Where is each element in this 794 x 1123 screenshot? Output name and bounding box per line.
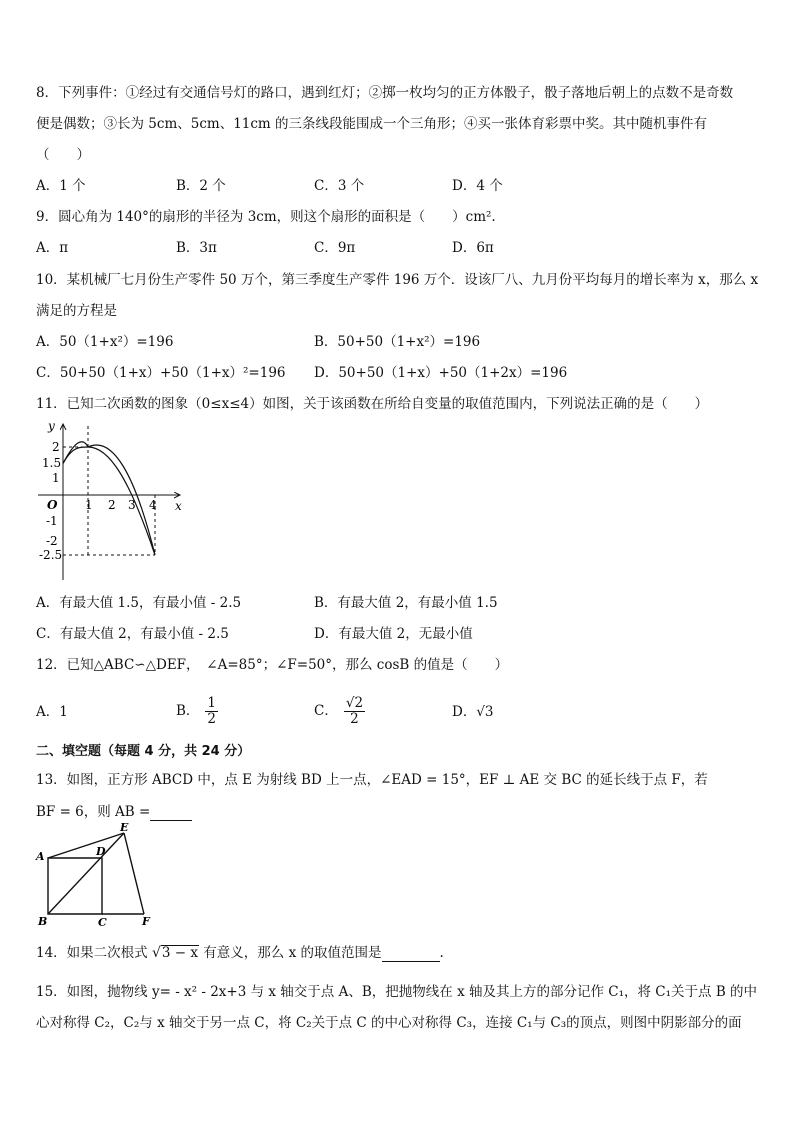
y-tick-minus-2-5: -2.5 (39, 548, 63, 562)
q8-line1: 8．下列事件：①经过有交通信号灯的路口，遇到红灯；②掷一枚均匀的正方体骰子，骰子落地后朝上的点数不是奇数 (36, 85, 734, 101)
answer-blank (150, 806, 192, 821)
q13-line1: 13．如图，正方形 ABCD 中，点 E 为射线 BD 上一点，∠EAD = 15°，EF ⊥ AE 交 BC 的延长线于点 F，若 (36, 772, 708, 788)
q11-option-a: A．有最大值 1.5，有最小值 - 2.5 (36, 595, 242, 611)
q8-option-a: A．1 个 (36, 178, 86, 194)
q8-line3: （ ） (36, 147, 90, 163)
q12-option-a: A．1 (36, 704, 68, 720)
point-e-label: E (120, 822, 129, 834)
y-tick-minus-1: -1 (46, 514, 58, 528)
radical-sign-icon: √ (151, 945, 161, 961)
q12-option-b (176, 690, 218, 732)
q15-line1: 15．如图，抛物线 y= - x² - 2x+3 与 x 轴交于点 A、B，把抛物线在 x 轴及其上方的部分记作 C₁，将 C₁关于点 B 的中 (36, 984, 758, 1000)
q11-option-d: D．有最大值 2，无最小值 (314, 626, 473, 642)
q13-line2-row (36, 803, 192, 821)
q14-prefix: 14．如果二次根式 (36, 945, 152, 961)
fraction-one-half (205, 696, 218, 727)
origin-label: O (47, 498, 58, 512)
y-tick-1: 1 (52, 471, 60, 485)
q10-option-d: D．50+50（1+x）+50（1+2x）=196 (314, 365, 568, 381)
point-a-label: A (36, 850, 45, 863)
fraction-numerator: 1 (207, 695, 217, 711)
answer-blank (382, 947, 440, 962)
q14-suffix: 有意义，那么 x 的取值范围是 (199, 945, 382, 961)
x-axis-label: x (175, 499, 182, 513)
q8-option-c: C．3 个 (314, 178, 365, 194)
q10-line2: 满足的方程是 (36, 303, 117, 319)
q9-option-d: D．6π (452, 240, 494, 256)
fraction-numerator: √2 (345, 695, 364, 711)
q10-option-c: C．50+50（1+x）+50（1+x）²=196 (36, 365, 286, 381)
point-c-label: C (98, 916, 107, 928)
x-tick-2: 2 (108, 498, 116, 512)
x-tick-4: 4 (149, 498, 157, 512)
q9-option-b: B．3π (176, 240, 217, 256)
point-b-label: B (38, 915, 48, 928)
q8-line2: 便是偶数；③长为 5cm、5cm、11cm 的三条线段能围成一个三角形；④买一张体育彩票中奖。其中随机事件有 (36, 116, 708, 132)
q12-option-d-prefix: D． (452, 704, 477, 720)
q11-option-b: B．有最大值 2，有最小值 1.5 (314, 595, 498, 611)
q11-line1: 11．已知二次函数的图象（0≤x≤4）如图，关于该函数在所给自变量的取值范围内，下列说法正确的是（ ） (36, 396, 709, 412)
section-heading: 二、填空题（每题 4 分，共 24 分） (36, 744, 251, 759)
q12-option-c (314, 690, 365, 732)
y-tick-2: 2 (52, 440, 60, 454)
fraction-denominator: 2 (207, 711, 217, 727)
q14-radicand: 3 − x (161, 945, 199, 961)
q12-option-d (452, 703, 494, 721)
fraction-root2-over-2 (344, 696, 365, 727)
q9-line1: 9．圆心角为 140°的扇形的半径为 3cm，则这个扇形的面积是（ ）cm². (36, 209, 496, 225)
q11-option-c: C．有最大值 2，有最小值 - 2.5 (36, 626, 229, 642)
fraction-denominator: 2 (350, 711, 359, 727)
q14-end: . (439, 945, 444, 961)
point-f-label: F (142, 915, 150, 928)
y-axis-label: y (48, 419, 55, 433)
q9-option-c: C．9π (314, 240, 356, 256)
q12-option-b-prefix: B． (176, 703, 200, 719)
q12-line1: 12．已知△ABC∽△DEF， ∠A=85°；∠F=50°，那么 cosB 的值是（ ） (36, 657, 509, 673)
q14-line (36, 944, 444, 962)
q10-line1: 10．某机械厂七月份生产零件 50 万个，第三季度生产零件 196 万个．设该厂八、九月份平均每月的增长率为 x，那么 x (36, 272, 759, 288)
x-tick-1: 1 (85, 498, 93, 512)
parabola-graph (34, 418, 188, 584)
square-figure (34, 822, 158, 928)
q8-option-b: B．2 个 (176, 178, 226, 194)
q8-option-d: D．4 个 (452, 178, 503, 194)
y-tick-minus-2: -2 (46, 534, 58, 548)
q12-option-c-prefix: C． (314, 703, 338, 719)
q13-line2: BF = 6，则 AB = (36, 804, 151, 820)
q15-line2: 心对称得 C₂，C₂与 x 轴交于另一点 C，将 C₂关于点 C 的中心对称得 C₃，连接 C₁与 C₃的顶点，则图中阴影部分的面 (36, 1015, 742, 1031)
x-tick-3: 3 (128, 498, 136, 512)
q10-option-b: B．50+50（1+x²）=196 (314, 334, 481, 350)
q12-option-d-value: √3 (476, 704, 494, 720)
point-d-label: D (96, 845, 106, 858)
y-tick-1-5: 1.5 (42, 456, 62, 470)
q9-option-a: A．π (36, 240, 69, 256)
q10-option-a: A．50（1+x²）=196 (36, 334, 174, 350)
